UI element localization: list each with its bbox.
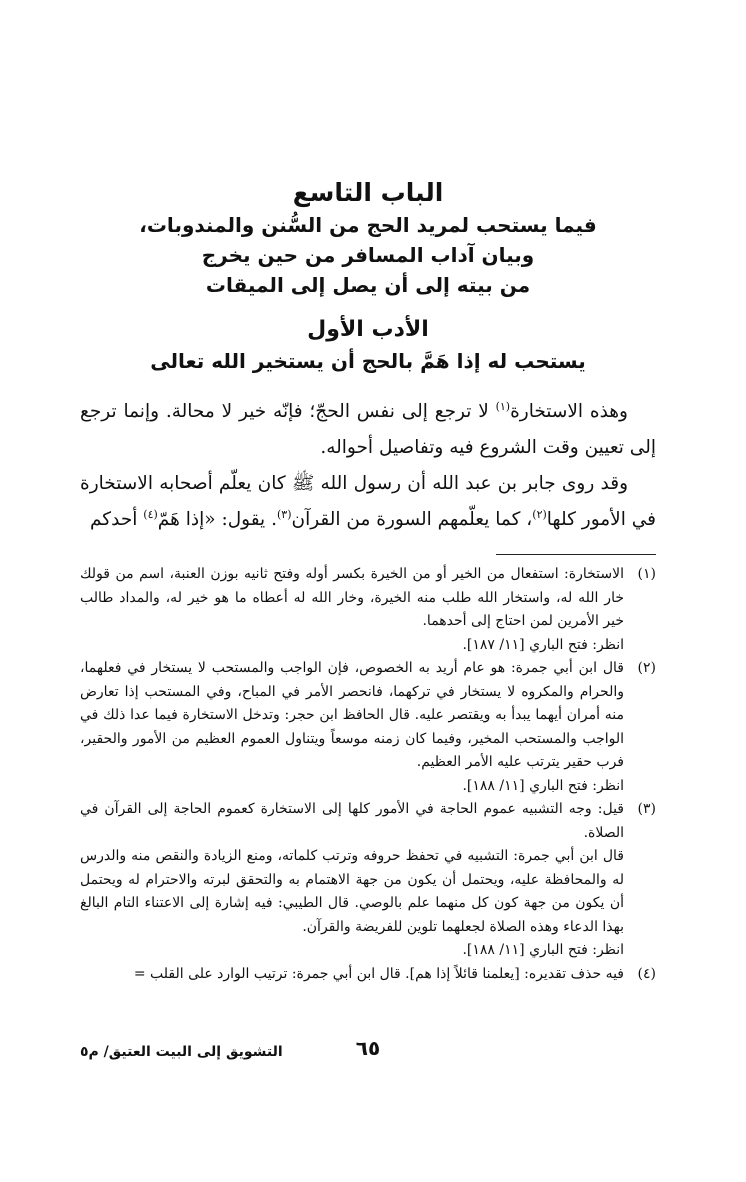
section-subtitle: يستحب له إذا هَمَّ بالحج أن يستخير الله تعالى bbox=[150, 349, 586, 373]
page-footer bbox=[80, 1036, 656, 1066]
footnote-2 bbox=[80, 657, 656, 798]
footnote-marker-3: (٣) bbox=[276, 507, 292, 521]
footnote-number: (٢) bbox=[637, 660, 656, 676]
footnote-reference: انظر: فتح الباري [١١/ ١٨٨]. bbox=[462, 942, 624, 958]
section-title: الأدب الأول bbox=[307, 317, 429, 342]
chapter-title: الباب التاسع bbox=[292, 178, 444, 207]
footnote-line: قيل: وجه التشبيه عموم الحاجة في الأمور كلها إلى الاستخارة كعموم الحاجة إلى القرآن في الصلاة. bbox=[80, 801, 624, 841]
footnote-divider bbox=[496, 554, 656, 555]
document-page bbox=[80, 0, 656, 1182]
chapter-subtitle-line-1: فيما يستحب لمريد الحج من السُّنن والمندوبات، bbox=[139, 213, 597, 237]
chapter-subtitle-line-3: من بيته إلى أن يصل إلى الميقات bbox=[205, 273, 531, 297]
footnote-line: قال ابن أبي جمرة: هو عام أريد به الخصوص، فإن الواجب والمستحب لا يستخار في فعلهما، والحرام والمكروه لا يستخار في تركهما، فانحصر الأمر في المباح، وفي المستحب إذا تعارض منه أمران أيهما يبدأ به ويقتصر عليه. قال الحافظ ابن حجر: وتدخل الاستخارة فيما عدا ذلك في الواجب والمستحب المخير، وفيما كان زمنه موسعاً ويتناول العموم العظيم من الأمور والحقير، فرب حقير يترتب عليه الأمر العظيم. bbox=[80, 660, 624, 770]
chapter-subtitle-line-2: وبيان آداب المسافر من حين يخرج bbox=[201, 243, 535, 267]
footnote-marker-4: (٤) bbox=[143, 507, 158, 521]
page-number: ٦٥ bbox=[355, 1036, 381, 1060]
footnote-number: (٤) bbox=[637, 965, 656, 982]
footnote-reference: انظر: فتح الباري [١١/ ١٨٨]. bbox=[462, 777, 624, 794]
book-title: التشويق إلى البيت العتيق/ م٥ bbox=[80, 1044, 283, 1060]
footnote-reference: انظر: فتح الباري [١١/ ١٨٧]. bbox=[462, 636, 624, 653]
footnote-line: الاستخارة: استفعال من الخير أو من الخيرة بكسر أوله وفتح ثانيه بوزن العنبة، اسم من قولك خار الله له، واستخار الله طلب منه الخيرة، وخار الله له أعطاه ما هو خير له، والمداد طالب خير الأمرين لمن احتاج إلى أحدهما. bbox=[80, 566, 624, 629]
paragraph-1-text-b: لا ترجع إلى نفس الحجّ؛ فإنّه خير لا محالة. وإنما ترجع إلى تعيين وقت الشروع فيه وتفاصيل أحواله. bbox=[80, 401, 656, 458]
paragraph-2-text-b: ، كما يعلّمهم السورة من القرآن bbox=[291, 509, 533, 530]
paragraph-2-text-a: وقد روى جابر بن عبد الله أن رسول الله ﷺ كان يعلّم أصحابه الاستخارة في الأمور كلها bbox=[80, 473, 656, 530]
footnote-3 bbox=[80, 798, 656, 963]
paragraph-1 bbox=[80, 394, 656, 466]
footnote-line: فيه حذف تقديره: [يعلمنا قائلاً إذا هم]. قال ابن أبي جمرة: ترتيب الوارد على القلب = bbox=[133, 965, 624, 982]
paragraph-2-text-c: . يقول: «إذا هَمّ bbox=[157, 509, 277, 530]
paragraph-2-text-d: أحدكم bbox=[89, 509, 144, 530]
footnote-4 bbox=[80, 963, 656, 987]
footnote-1 bbox=[80, 563, 656, 657]
footnote-marker-2: (٢) bbox=[532, 507, 547, 521]
footnote-marker-1: (١) bbox=[495, 399, 511, 413]
footnote-number: (١) bbox=[637, 566, 656, 582]
footnote-line: قال ابن أبي جمرة: التشبيه في تحفظ حروفه وترتب كلماته، ومنع الزيادة والنقص منه والدرس له والمحافظة عليه، ويحتمل أن يكون من جهة الاهتمام به والتحقق لبرته والاحترام له ويحتمل أن يكون من جهة كون كل منهما علم بالوصي. قال الطيبي: فيه إشارة إلى الاعتناء التام البالغ بهذا الدعاء وهذه الصلاة لجعلهما تلوين للفريضة والقرآن. bbox=[80, 848, 624, 935]
paragraph-1-text-a: وهذه الاستخارة bbox=[510, 401, 628, 422]
footnote-number: (٣) bbox=[637, 801, 656, 817]
main-text bbox=[80, 394, 656, 538]
paragraph-2 bbox=[80, 466, 656, 538]
